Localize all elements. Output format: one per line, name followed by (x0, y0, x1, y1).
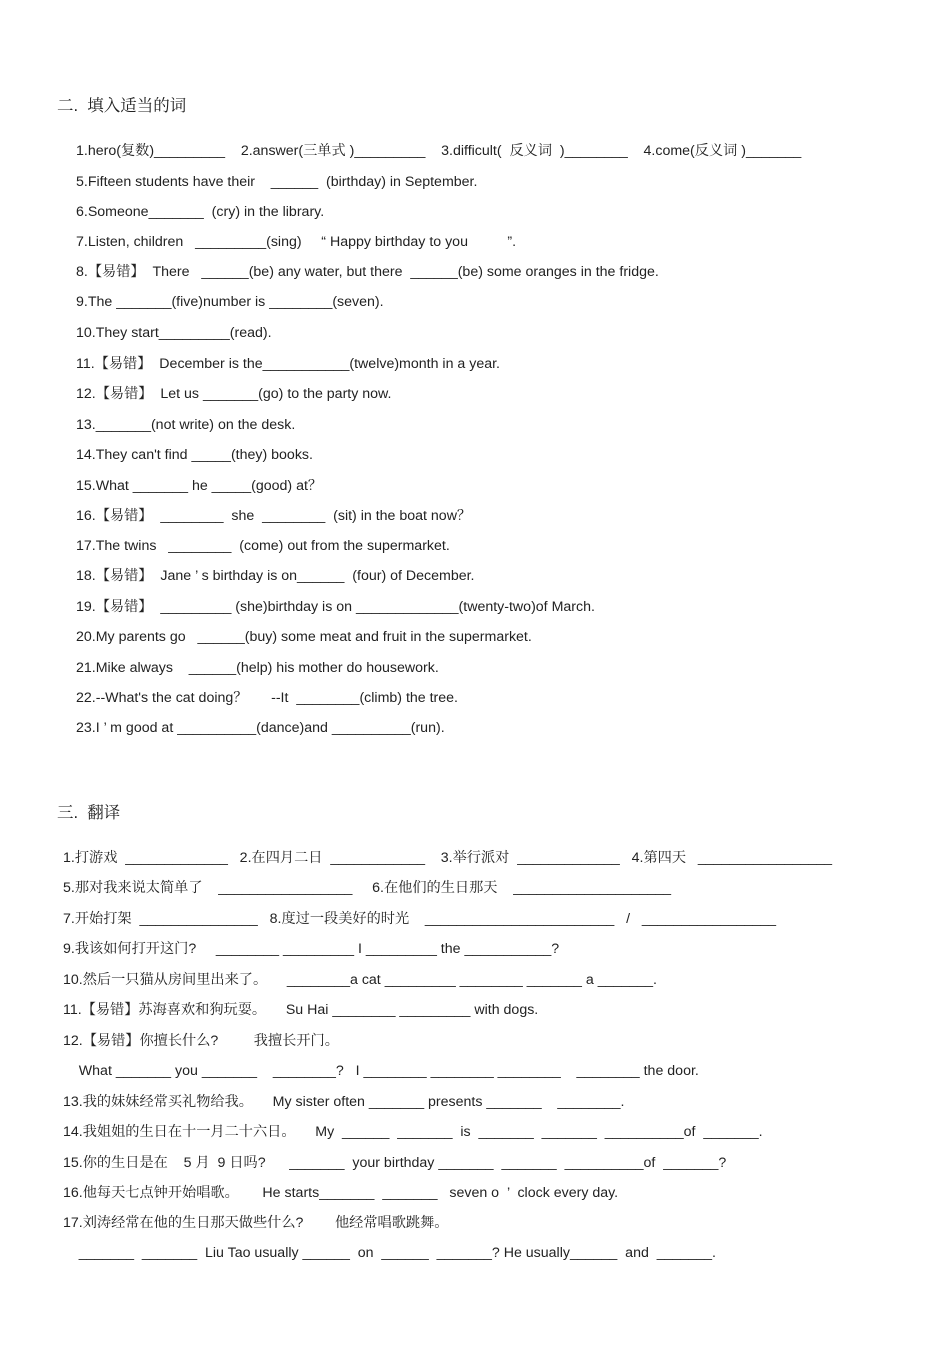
section-3-item-1: 1.打游戏 _____________ 2.在四月二日 ____________ 3.举行派对 _____________ 4.第四天 _________________ (63, 850, 833, 866)
section-3-item-12-answer: What _______ you _______ ________? I ________ ________ ________ ________ the door. (63, 1063, 699, 1079)
section-3-item-12: 12.【易错】你擅长什么? 我擅长开门。 (63, 1033, 339, 1049)
section-2-item-18: 18.【易错】 Jane ’ s birthday is on______ (four) of December. (76, 568, 475, 584)
section-3-item-5: 5.那对我来说太简单了 _________________ 6.在他们的生日那天 ____________________ (63, 880, 672, 896)
section-2-item-11: 11.【易错】 December is the___________(twelve)month in a year. (76, 356, 501, 372)
section-3-item-7: 7.开始打架 _______________ 8.度过一段美好的时光 ________________________ / _________________ (63, 911, 777, 927)
section-2-item-1: 1.hero(复数)_________ 2.answer(三单式 )_________ 3.difficult( 反义词 )________ 4.come(反义词 )_______ (76, 143, 802, 159)
section-3-item-15: 15.你的生日是在 5 月 9 日吗? _______ your birthday _______ _______ __________of _______? (63, 1155, 727, 1171)
section-2-item-23: 23.I ’ m good at __________(dance)and __________(run). (76, 720, 445, 736)
section-3-item-11: 11.【易错】苏海喜欢和狗玩耍。 Su Hai ________ _________ with dogs. (63, 1002, 539, 1018)
section-2-item-13: 13._______(not write) on the desk. (76, 417, 296, 433)
section-2-title: 二. 填入适当的词 (57, 97, 187, 115)
section-3-item-14: 14.我姐姐的生日在十一月二十六日。 My ______ _______ is _______ _______ __________of _______. (63, 1124, 763, 1140)
section-3-item-13: 13.我的妹妹经常买礼物给我。 My sister often _______ presents _______ ________. (63, 1094, 625, 1110)
section-2-item-12: 12.【易错】 Let us _______(go) to the party now. (76, 386, 392, 402)
section-2-item-19: 19.【易错】 _________ (she)birthday is on _____________(twenty-two)of March. (76, 599, 595, 615)
section-3-item-17-answer: _______ _______ Liu Tao usually ______ on ______ _______? He usually______ and _______. (63, 1245, 716, 1261)
section-2-item-7: 7.Listen, children _________(sing) “ Happy birthday to you ”. (76, 234, 517, 250)
section-3-item-16: 16.他每天七点钟开始唱歌。 He starts_______ _______ seven o ’ clock every day. (63, 1185, 619, 1201)
section-2-item-15: 15.What _______ he _____(good) at？ (76, 478, 323, 494)
section-3-title: 三. 翻译 (57, 804, 121, 822)
section-2-item-20: 20.My parents go ______(buy) some meat and fruit in the supermarket. (76, 629, 532, 645)
section-2-item-5: 5.Fifteen students have their ______ (birthday) in September. (76, 174, 478, 190)
section-2-item-10: 10.They start_________(read). (76, 325, 272, 341)
section-2-item-6: 6.Someone_______ (cry) in the library. (76, 204, 325, 220)
section-3-item-10: 10.然后一只猫从房间里出来了。 ________a cat _________ ________ _______ a _______. (63, 972, 657, 988)
section-3-item-9: 9.我该如何打开这门? ________ _________ I _________ the ___________? (63, 941, 560, 957)
section-2-item-17: 17.The twins ________ (come) out from the supermarket. (76, 538, 450, 554)
section-3-item-17: 17.刘涛经常在他的生日那天做些什么? 他经常唱歌跳舞。 (63, 1215, 449, 1231)
section-2-item-16: 16.【易错】 ________ she ________ (sit) in the boat now？ (76, 508, 472, 524)
section-2-item-22: 22.--What's the cat doing？ --It ________(climb) the tree. (76, 690, 459, 706)
section-2-item-8: 8.【易错】 There ______(be) any water, but there ______(be) some oranges in the fridge. (76, 264, 659, 280)
section-2-item-9: 9.The _______(five)number is ________(seven). (76, 294, 384, 310)
section-2-item-14: 14.They can't find _____(they) books. (76, 447, 313, 463)
section-2-item-21: 21.Mike always ______(help) his mother do housework. (76, 660, 439, 676)
